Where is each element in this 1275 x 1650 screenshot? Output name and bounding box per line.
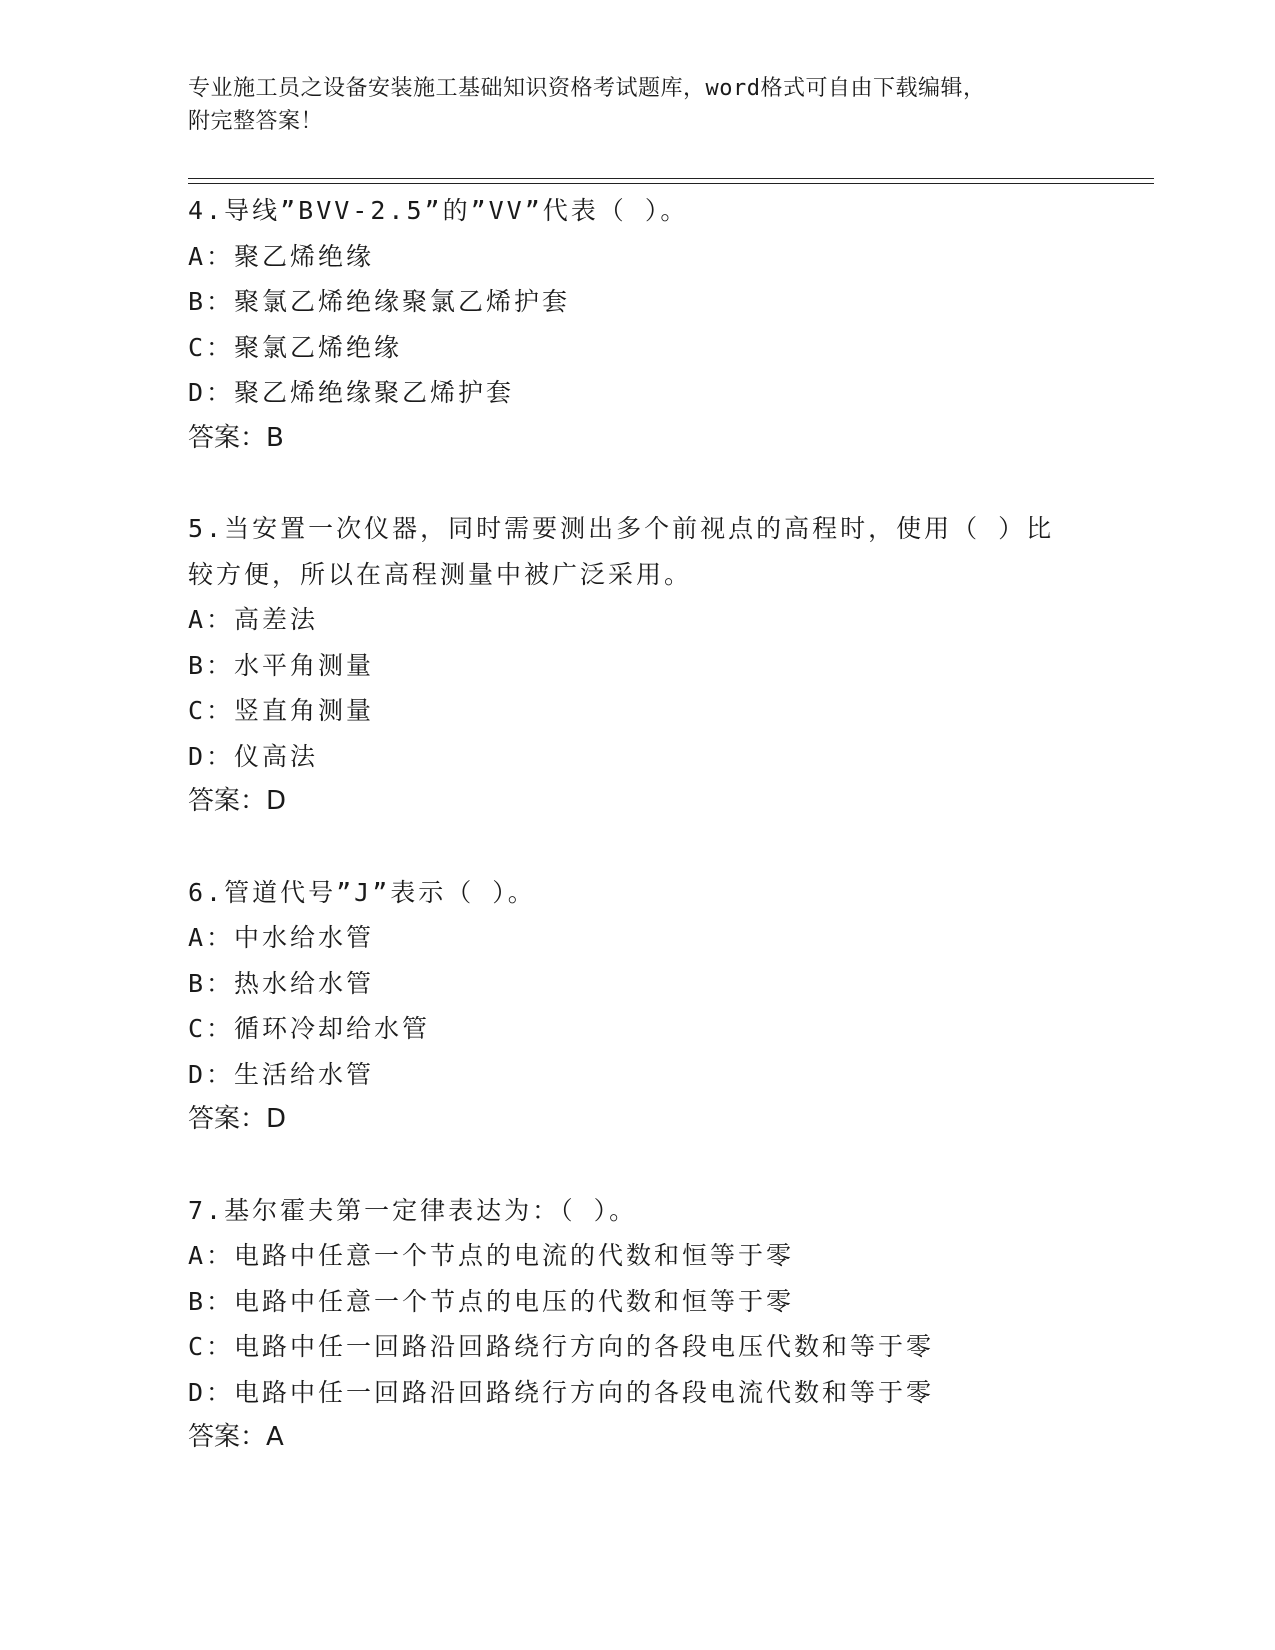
header-divider-top <box>188 178 1154 179</box>
question-text: 7.基尔霍夫第一定律表达为：（ ）。 <box>188 1195 638 1225</box>
option-a: A：高差法 <box>188 605 319 634</box>
option-a: A：中水给水管 <box>188 923 375 952</box>
question-list <box>188 188 1088 1461</box>
option-b: B：水平角测量 <box>188 650 375 680</box>
option-a: A：聚乙烯绝缘 <box>188 241 375 271</box>
header-divider-bottom <box>188 183 1154 184</box>
answer: 答案：D <box>188 1104 287 1134</box>
option-a: A：电路中任意一个节点的电流的代数和恒等于零 <box>188 1241 795 1270</box>
question-6 <box>188 870 1088 1143</box>
option-c: C：循环冷却给水管 <box>188 1014 431 1043</box>
option-b: B：电路中任意一个节点的电压的代数和恒等于零 <box>188 1286 795 1316</box>
option-d: D：仪高法 <box>188 741 319 771</box>
answer: 答案：B <box>188 422 284 453</box>
answer: 答案：A <box>188 1422 284 1452</box>
question-7 <box>188 1188 1088 1461</box>
header-line-2: 附完整答案！ <box>188 109 324 134</box>
option-d: D：聚乙烯绝缘聚乙烯护套 <box>188 378 515 407</box>
option-b: B：热水给水管 <box>188 968 375 998</box>
option-b: B：聚氯乙烯绝缘聚氯乙烯护套 <box>188 287 571 316</box>
option-c: C：聚氯乙烯绝缘 <box>188 332 403 362</box>
question-5 <box>188 506 1088 825</box>
question-text: 6.管道代号”J”表示（ ）。 <box>188 877 536 907</box>
option-c: C：电路中任一回路沿回路绕行方向的各段电压代数和等于零 <box>188 1332 935 1361</box>
answer: 答案：D <box>188 786 287 816</box>
question-text-line-2: 较方便，所以在高程测量中被广泛采用。 <box>188 559 693 589</box>
option-c: C：竖直角测量 <box>188 696 375 725</box>
header-line-1: 专业施工员之设备安装施工基础知识资格考试题库，word格式可自由下载编辑， <box>188 76 986 101</box>
question-text: 4.导线”BVV-2.5”的”VV”代表（ ）。 <box>188 196 689 225</box>
question-4 <box>188 188 1088 461</box>
question-text-line-1: 5.当安置一次仪器，同时需要测出多个前视点的高程时，使用（ ）比 <box>188 514 1055 543</box>
option-d: D：电路中任一回路沿回路绕行方向的各段电流代数和等于零 <box>188 1377 935 1407</box>
option-d: D：生活给水管 <box>188 1059 375 1089</box>
document-header <box>188 72 1068 138</box>
